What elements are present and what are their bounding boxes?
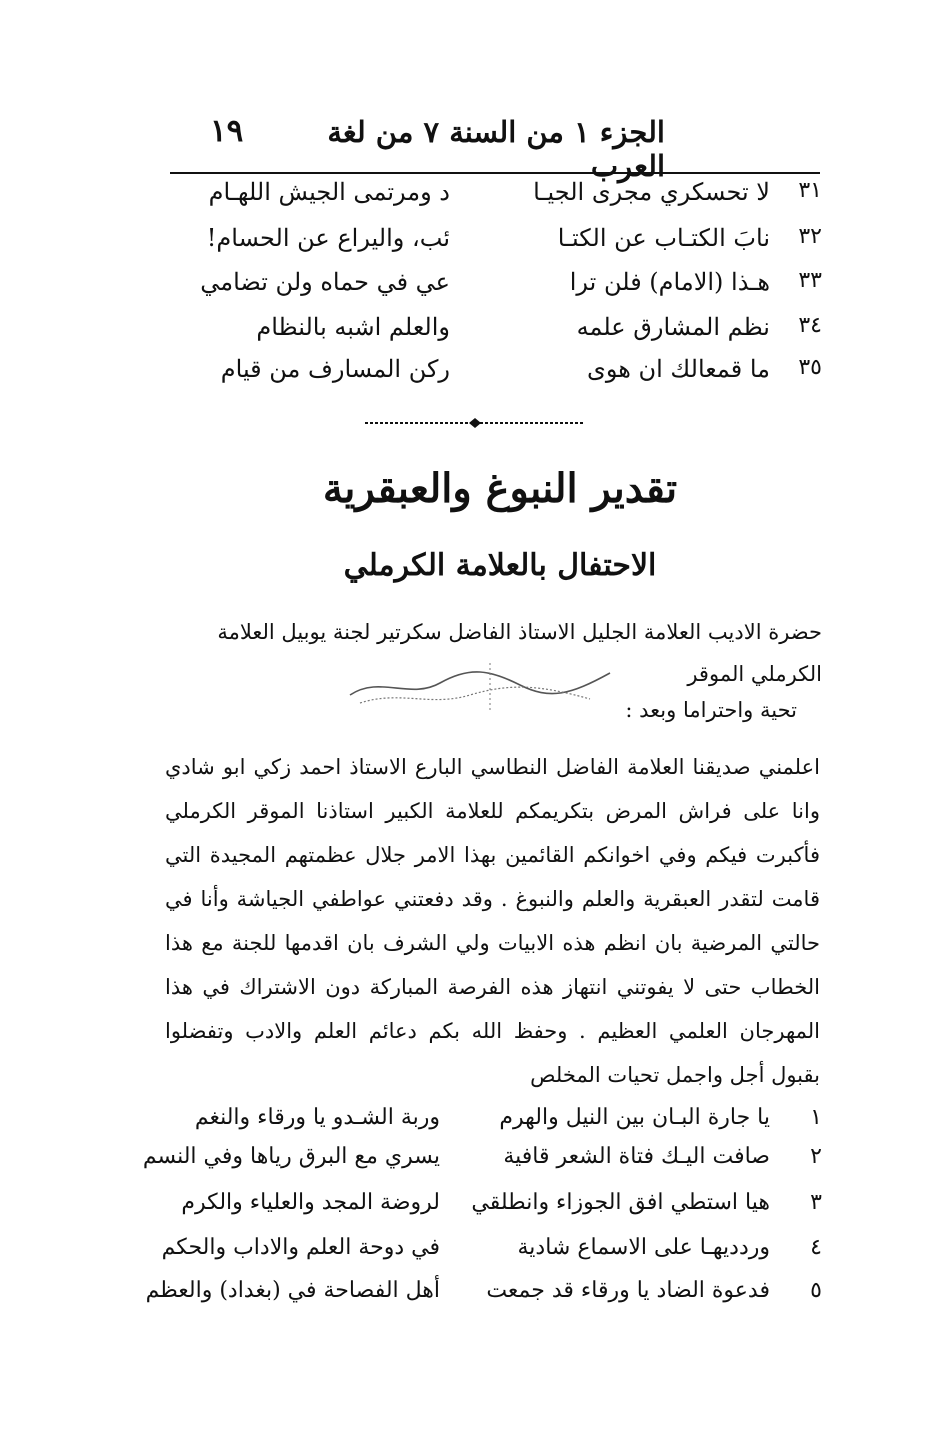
verse-second-hemistich: لروضة المجد والعلياء والكرم xyxy=(181,1190,440,1215)
verse-first-hemistich: ورددیهـا على الاسماع شادية xyxy=(517,1235,770,1260)
verse-number: ٥ xyxy=(810,1278,822,1303)
letter-greeting: تحية واحتراما وبعد : xyxy=(625,698,797,722)
verse-second-hemistich: والعلم اشبه بالنظام xyxy=(256,313,450,341)
verse-first-hemistich: ما قمعالك ان هوى xyxy=(587,355,770,383)
verse-row xyxy=(170,178,830,214)
verse-row xyxy=(170,1105,830,1145)
verse-second-hemistich: ركن المسارف من قيام xyxy=(220,355,450,383)
verse-number: ٣٢ xyxy=(798,224,822,249)
verse-first-hemistich: صافت اليـك فتاة الشعر قافية xyxy=(503,1144,770,1169)
page-number: ١٩ xyxy=(210,113,244,149)
verse-first-hemistich: هيا استطي افق الجوزاء وانطلقي xyxy=(471,1190,770,1215)
verse-first-hemistich: هـذا (الامام) فلن ترا xyxy=(569,268,770,296)
verse-first-hemistich: يا جارة البـان بين النيل والهرم xyxy=(499,1105,770,1130)
verse-number: ٤ xyxy=(810,1235,822,1260)
verse-row xyxy=(170,313,830,349)
verse-row xyxy=(170,224,830,260)
verse-first-hemistich: نظم المشارق علمه xyxy=(576,313,770,341)
verse-number: ٣٣ xyxy=(798,268,822,293)
article-title: تقدير النبوغ والعبقرية xyxy=(322,465,678,512)
ornamental-divider xyxy=(365,417,585,429)
verse-row xyxy=(170,268,830,304)
verse-number: ١ xyxy=(810,1105,822,1130)
verse-second-hemistich: أهل الفصاحة في (بغداد) والعظم xyxy=(145,1278,440,1303)
verse-second-hemistich: عي في حماه ولن تضامي xyxy=(200,268,450,296)
verse-second-hemistich: ئب، واليراع عن الحسام! xyxy=(206,224,450,252)
running-header-title: الجزء ١ من السنة ٧ من لغة العرب xyxy=(327,115,665,183)
verse-row xyxy=(142,1144,830,1184)
article-subtitle: الاحتفال بالعلامة الكرملي xyxy=(343,548,657,583)
header-rule xyxy=(170,172,820,174)
verse-number: ٣٥ xyxy=(798,355,822,380)
verse-first-hemistich: لا تحسكري مجرى الجيـا xyxy=(533,178,770,206)
verse-row xyxy=(145,1278,830,1318)
verse-number: ٢ xyxy=(810,1144,822,1169)
letter-address-line: حضرة الاديب العلامة الجليل الاستاذ الفاضل سكرتير لجنة يوبيل العلامة xyxy=(217,620,822,644)
verse-row xyxy=(161,1235,830,1275)
verse-second-hemistich: في دوحة العلم والاداب والحكم xyxy=(161,1235,440,1260)
verse-second-hemistich: وربة الشـدو يا ورقاء والنغم xyxy=(194,1105,440,1130)
verse-number: ٣٤ xyxy=(798,313,822,338)
verse-number: ٣١ xyxy=(798,178,822,203)
verse-row xyxy=(170,355,830,391)
verse-number: ٣ xyxy=(810,1190,822,1215)
verse-first-hemistich: فدعوة الضاد يا ورقاء قد جمعت xyxy=(486,1278,770,1303)
verse-row xyxy=(170,1190,830,1230)
letter-body: اعلمني صديقنا العلامة الفاضل النطاسي البارع الاستاذ احمد زكي ابو شادي وانا على فراش المرض بتكريمكم للعلامة الكبير استاذنا الموقر الكرملي فأكبرت فيكم وفي اخوانكم القائمين بهذا الامر جلال عظمتهم المجيدة التي قامت لتقدر العبقرية والعلم والنبوغ . وقد دفعتني عواطفي الجياشة وأنا في حالتي المرضية بان انظم هذه الابيات ولي الشرف بان اقدمها للجنة مع هذا الخطاب حتى لا يفوتني انتهاز هذه الفرصة المباركة دون الاشتراك في هذا المهرجان العلمي العظيم . وحفظ الله بكم دعائم العلم والادب وتفضلوا بقبول أجل واجمل تحيات المخلص xyxy=(165,755,820,1087)
verse-second-hemistich: يسري مع البرق رياها وفي النسم xyxy=(142,1144,440,1169)
letter-address-line: الكرملي الموقر xyxy=(687,662,822,686)
verse-second-hemistich: د ومرتمى الجيش اللهـام xyxy=(208,178,450,206)
verse-first-hemistich: نابَ الكتـاب عن الكتـا xyxy=(557,224,770,252)
